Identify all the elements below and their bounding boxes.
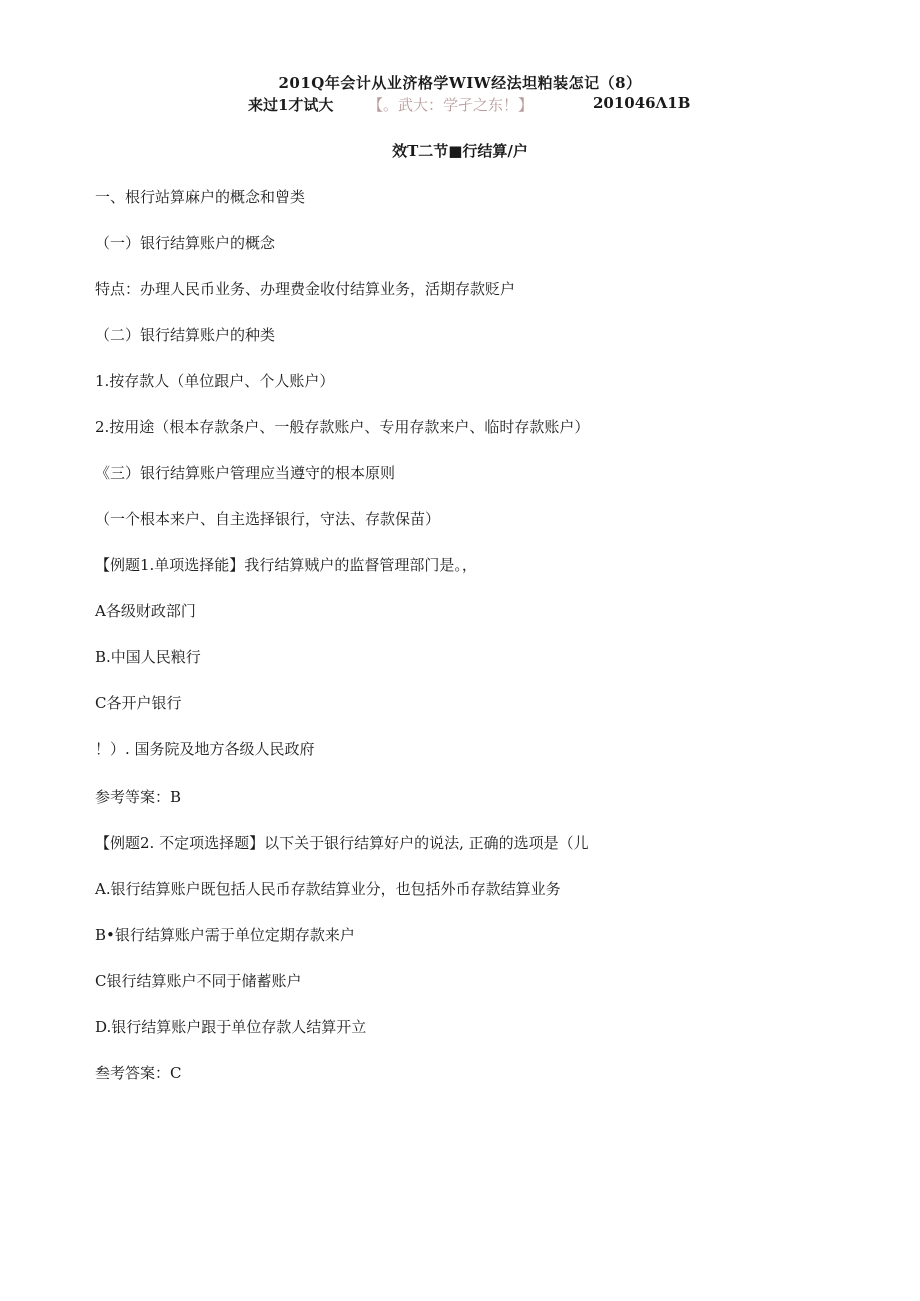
- example-1-option-b: B.中国人民粮行: [95, 648, 201, 666]
- example-2-question: 【例题2. 不定项选择题】以下关于银行结算好户的说法, 正确的选项是（儿: [95, 834, 589, 852]
- document-title: 201Q年会计从业济格学WIW经法坦粕装怎记（8）: [278, 74, 642, 92]
- example-2-option-a: A.银行结算账户既包括人民币存款结算业分，也包括外币存款结算业务: [95, 880, 561, 898]
- subtitle-date: 201046Λ1B: [593, 94, 691, 112]
- example-1-option-a: A各级财政部门: [95, 602, 196, 620]
- example-2-option-c: C银行结算账户不同于储蓄账户: [95, 972, 302, 990]
- subheading-principles: 《三）银行结算账户管理应当遵守的根本原则: [95, 464, 396, 482]
- paragraph-principles: （一个根本来户、自主选择银行，守法、存款保苗）: [95, 510, 441, 528]
- example-2-option-b: B•银行结算账户需于单位定期存款来户: [95, 926, 355, 944]
- example-1-option-d: ！）. 国务院及地方各级人民政府: [95, 740, 315, 758]
- subheading-types: （二）银行结算账户的种类: [95, 326, 276, 344]
- list-item-by-purpose: 2.按用途（根本存款条户、一般存款账户、专用存款来户、临时存款账户）: [95, 418, 590, 436]
- paragraph-features: 特点：办理人民币业务、办理费金收付结算业务，活期存款贬户: [95, 280, 516, 298]
- example-1-question: 【例题1.单项选择能】我行结算贼户的监督管理部门是。，: [95, 556, 477, 574]
- section-title: 效T二节■行结算/户: [392, 142, 528, 160]
- subtitle-motto: 【。武大：学孑之东！】: [368, 96, 534, 114]
- example-2-answer: 叁考答案：C: [95, 1064, 182, 1082]
- example-1-answer: 参考等案：B: [95, 788, 182, 806]
- list-item-by-depositor: 1.按存款人（单位跟户、个人账户）: [95, 372, 335, 390]
- example-1-option-c: C各开户银行: [95, 694, 182, 712]
- heading-concept-types: 一、根行站算麻户的概念和曾类: [95, 188, 306, 206]
- subheading-concept: （一）银行结算账户的概念: [95, 234, 276, 252]
- example-2-option-d: D.银行结算账户跟于单位存款人结算开立: [95, 1018, 367, 1036]
- subtitle-left: 来过1才试大: [248, 96, 334, 114]
